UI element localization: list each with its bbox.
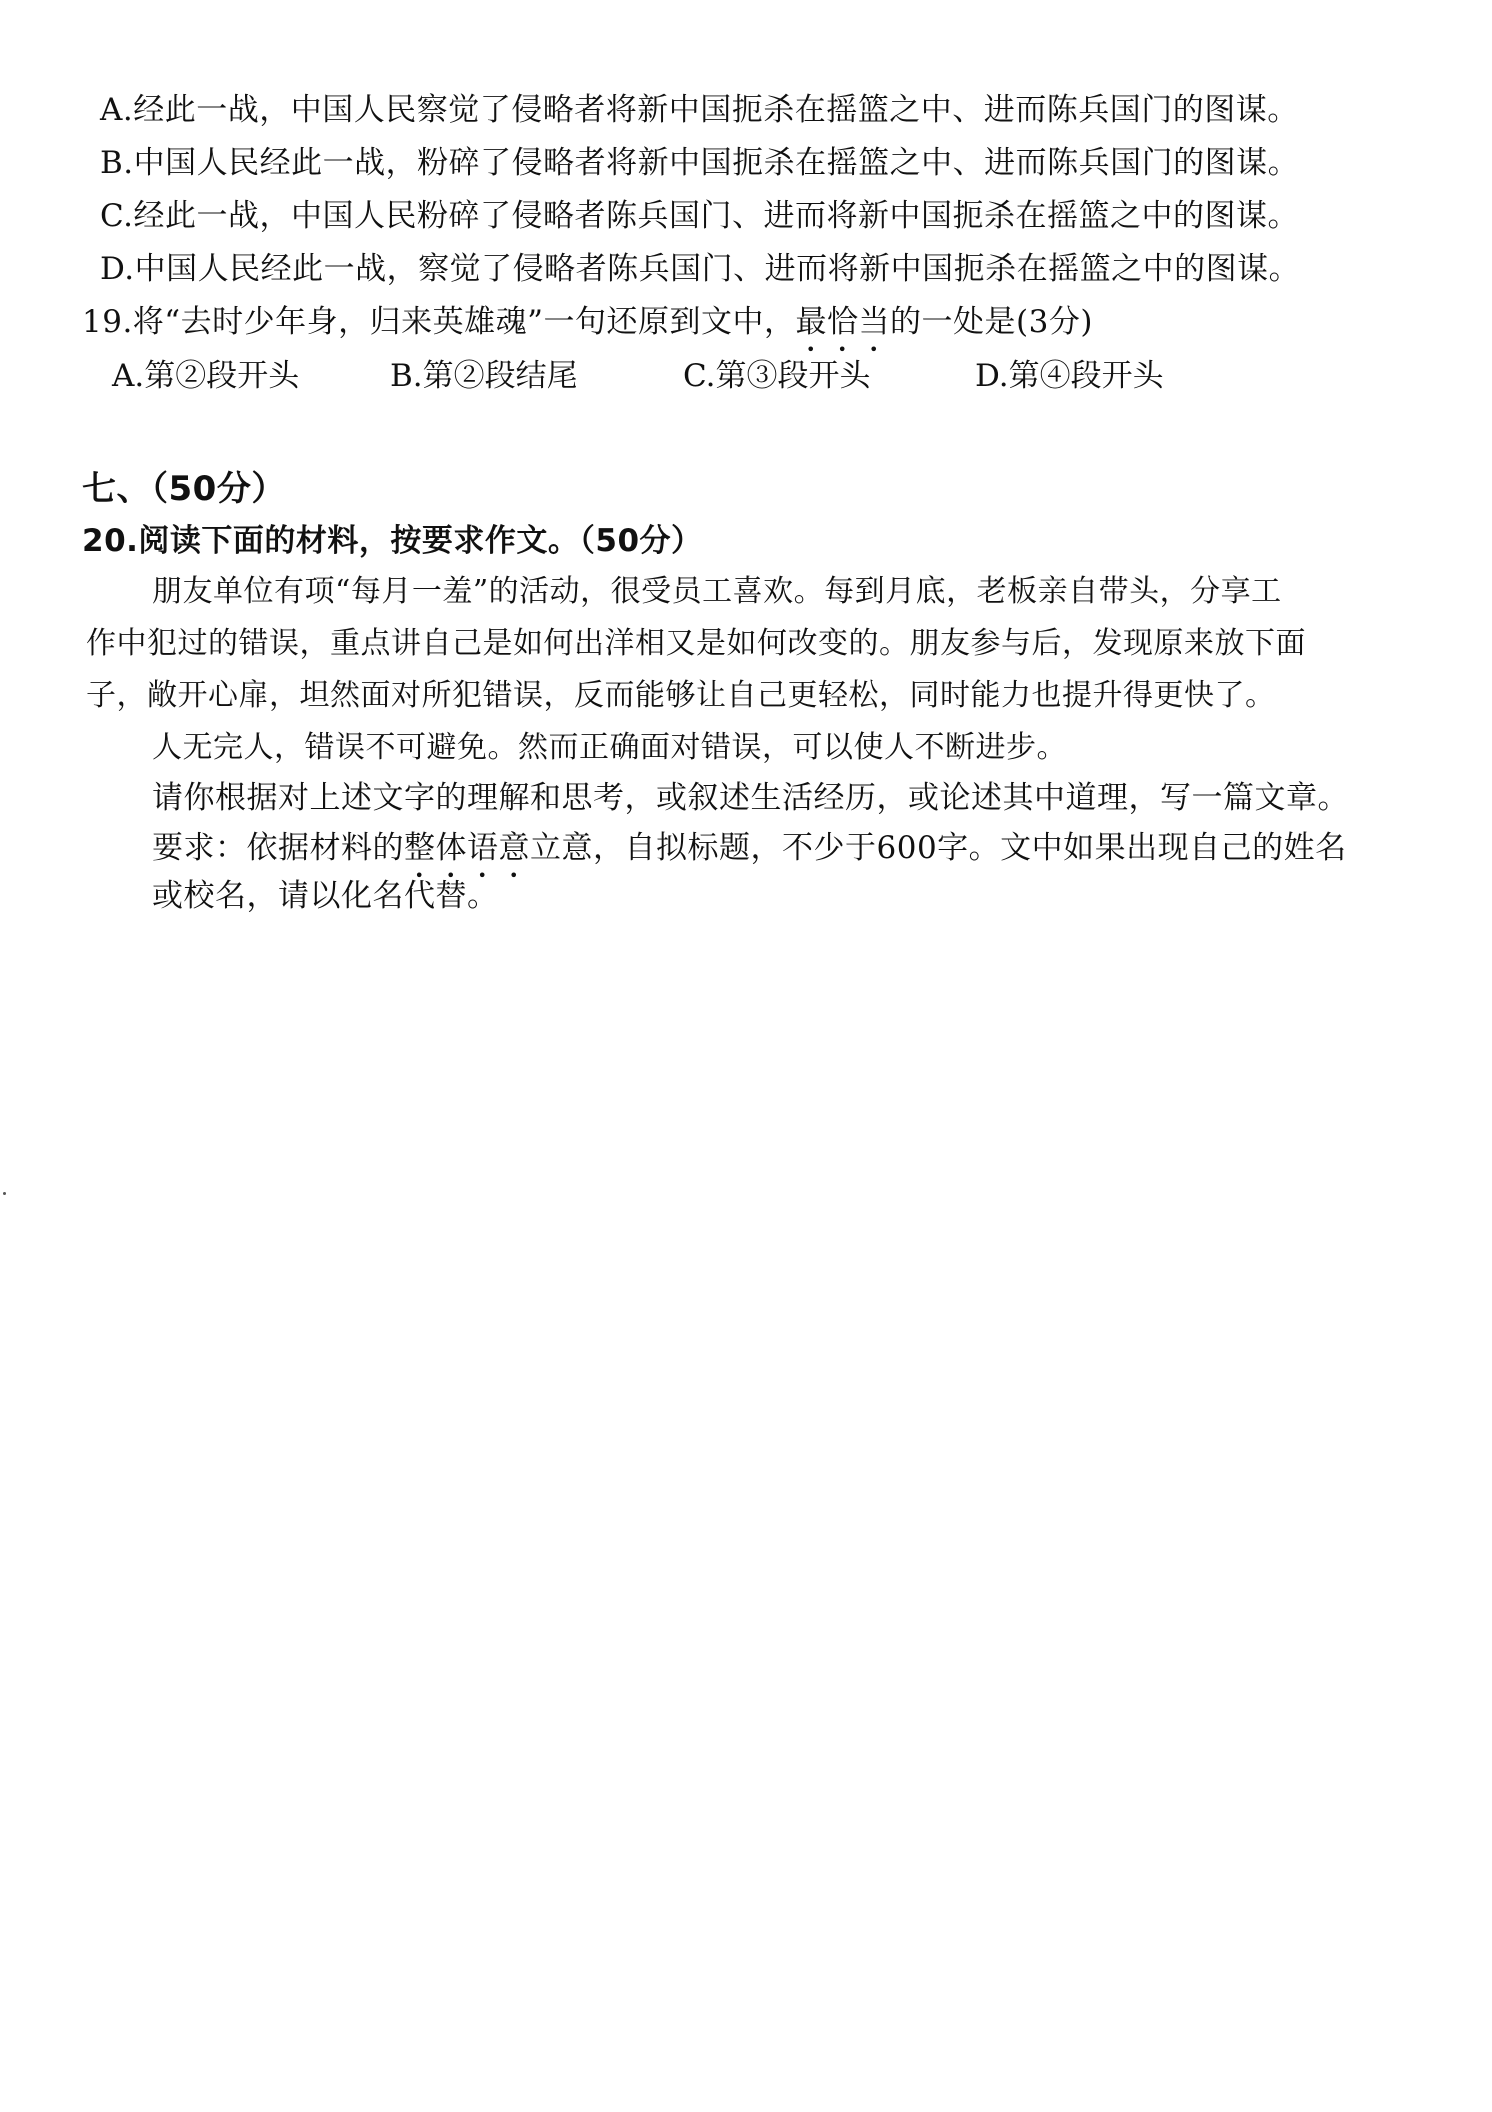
- scan-speck: [3, 1192, 6, 1195]
- q19-option-a: A.第②段开头: [112, 358, 300, 394]
- q19-option-c: C.第③段开头: [683, 358, 871, 394]
- q19-prompt: [82, 302, 1093, 359]
- q19-option-b: B.第②段结尾: [390, 358, 578, 394]
- q18-option-d: D.中国人民经此一战，察觉了侵略者陈兵国门、进而将新中国扼杀在摇篮之中的图谋。: [100, 251, 1301, 287]
- q19-prompt-end: 的一处是(3分): [890, 304, 1093, 340]
- q18-option-b: B.中国人民经此一战，粉碎了侵略者将新中国扼杀在摇篮之中、进而陈兵国门的图谋。: [100, 145, 1300, 181]
- requirement-end: 立意，自拟标题，不少于600字。文中如果出现自己的姓名: [530, 830, 1347, 866]
- material-line-4: 人无完人，错误不可避免。然而正确面对错误，可以使人不断进步。: [152, 730, 1067, 765]
- question-20-title: 20.阅读下面的材料，按要求作文。（50分）: [82, 523, 703, 559]
- writing-requirement-line-2: 或校名，请以化名代替。: [152, 878, 499, 914]
- requirement-start: 要求：依据材料的: [152, 830, 404, 866]
- writing-instruction: 请你根据对上述文字的理解和思考，或叙述生活经历，或论述其中道理，写一篇文章。: [152, 780, 1349, 816]
- q19-option-d: D.第④段开头: [975, 358, 1164, 394]
- material-line-1: 朋友单位有项“每月一羞”的活动，很受员工喜欢。每到月底，老板亲自带头，分享工: [152, 574, 1282, 609]
- q18-option-a: A.经此一战，中国人民察觉了侵略者将新中国扼杀在摇篮之中、进而陈兵国门的图谋。: [100, 92, 1299, 128]
- q19-prompt-start: 19.将“去时少年身，归来英雄魂”一句还原到文中，: [82, 304, 796, 340]
- material-line-3: 子，敞开心扉，坦然面对所犯错误，反而能够让自己更轻松，同时能力也提升得更快了。: [86, 678, 1276, 713]
- requirement-emphasis: 整体语意: [404, 830, 530, 866]
- q19-prompt-emphasis: 最恰当: [795, 304, 890, 340]
- material-line-2: 作中犯过的错误，重点讲自己是如何出洋相又是如何改变的。朋友参与后，发现原来放下面: [86, 626, 1306, 661]
- q18-option-c: C.经此一战，中国人民粉碎了侵略者陈兵国门、进而将新中国扼杀在摇篮之中的图谋。: [100, 198, 1299, 234]
- section-7-heading: 七、（50分）: [82, 469, 286, 509]
